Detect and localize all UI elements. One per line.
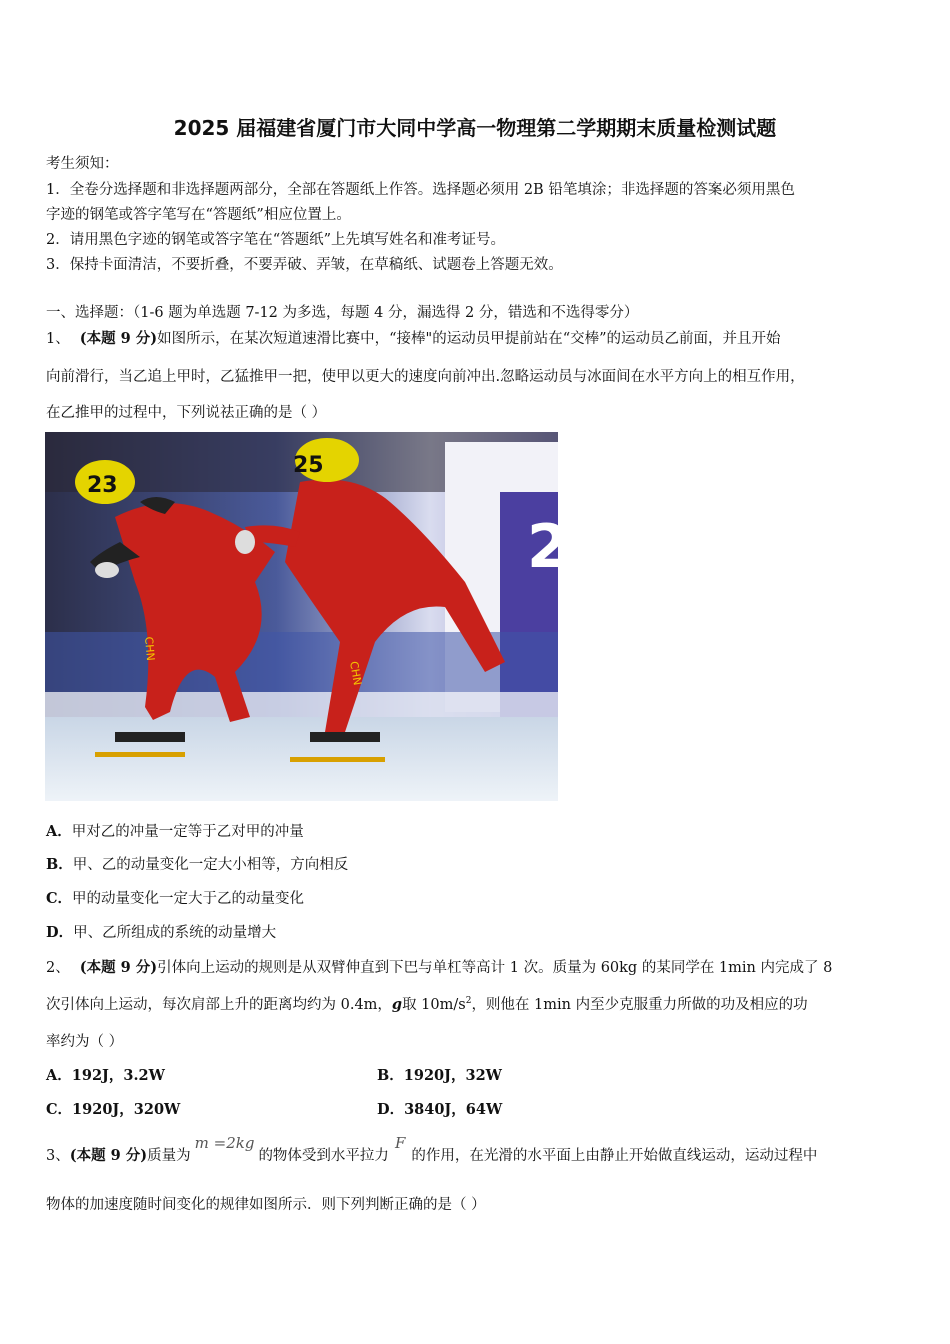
option-key: C．	[46, 890, 73, 907]
question-score: (本题 9 分)	[79, 330, 158, 347]
suit-text: CHN	[142, 636, 158, 662]
option-text: 甲、乙所组成的系统的动量增大	[73, 925, 277, 941]
question-text: 引体向上运动的规则是从双臂伸直到下巴与单杠等高计 1 次。质量为 60kg 的某同学在 1min 内完成了 8	[157, 960, 833, 976]
option-key: D．	[46, 924, 74, 941]
suit-text: CHN	[347, 660, 365, 687]
option-key: C．	[46, 1101, 73, 1118]
question-3-line	[46, 1132, 817, 1166]
option-key: A．	[46, 1067, 72, 1084]
option-c	[46, 887, 304, 908]
option-b	[377, 1064, 502, 1085]
gravity-symbol: g	[391, 996, 403, 1013]
page-title: 2025 届福建省厦门市大同中学高一物理第二学期期末质量检测试题	[173, 116, 777, 140]
option-key: D．	[377, 1101, 405, 1118]
banner-number: 2	[527, 512, 569, 582]
speed-skating-photo	[45, 432, 569, 801]
notice-item: 字迹的钢笔或答字笔写在“答题纸”相应位置上。	[46, 207, 351, 223]
option-key: B．	[377, 1067, 404, 1084]
option-text: 1920J，32W	[403, 1067, 502, 1084]
mass-formula: m =2kg	[194, 1134, 255, 1152]
question-number: 3、	[46, 1148, 70, 1164]
question-1-line: 向前滑行，当乙追上甲时，乙猛推甲一把，使甲以更大的速度向前冲出.忽略运动员与冰面间在水平方向上的相互作用，	[46, 369, 805, 385]
question-2-line	[46, 956, 832, 977]
option-text: 1920J，320W	[72, 1101, 181, 1118]
option-text: 192J，3.2W	[71, 1067, 165, 1084]
option-key: A．	[46, 823, 72, 840]
question-text: 次引体向上运动，每次肩部上升的距离均约为 0.4m，	[46, 997, 392, 1013]
helmet-number: 23	[87, 473, 118, 498]
option-d	[377, 1098, 502, 1119]
question-1-line: 在乙推甲的过程中，下列说祛正确的是（ ）	[46, 405, 327, 421]
option-key: B．	[46, 856, 73, 873]
question-2-line	[46, 993, 808, 1014]
question-3-line: 物体的加速度随时间变化的规律如图所示．则下列判断正确的是（ ）	[46, 1197, 486, 1213]
option-b	[46, 853, 348, 874]
notice-heading: 考生须知：	[46, 156, 119, 172]
option-d	[46, 921, 276, 942]
notice-item: 1．全卷分选择题和非选择题两部分，全部在答题纸上作答。选择题必须用 2B 铅笔填涂；非选择题的答案必须用黑色	[46, 182, 795, 198]
question-1-line	[46, 327, 781, 348]
option-text: 甲的动量变化一定大于乙的动量变化	[72, 891, 305, 907]
option-a	[46, 820, 304, 841]
question-score: (本题 9 分)	[79, 959, 158, 976]
notice-item: 3．保持卡面清洁，不要折叠，不要弄破、弄皱，在草稿纸、试题卷上答题无效。	[46, 257, 563, 273]
question-number: 1、	[46, 331, 70, 347]
option-text: 甲、乙的动量变化一定大小相等，方向相反	[72, 857, 349, 873]
question-text: 如图所示，在某次短道速滑比赛中，“接棒"的运动员甲提前站在“交棒”的运动员乙前面，并且开始	[157, 331, 781, 347]
helmet-number: 25	[293, 453, 324, 478]
notice-item: 2．请用黑色字迹的钢笔或答字笔在“答题纸”上先填写姓名和准考证号。	[46, 232, 506, 248]
option-text: 甲对乙的冲量一定等于乙对甲的冲量	[71, 824, 304, 840]
question-text: 的作用，在光滑的水平面上由静止开始做直线运动，运动过程中	[411, 1148, 818, 1164]
question-text: 的物体受到水平拉力	[258, 1148, 389, 1164]
superscript: 2	[465, 996, 472, 1007]
question-text: ，则他在 1min 内至少克服重力所做的功及相应的功	[471, 997, 808, 1013]
question-text: 取 10m/s	[402, 997, 466, 1013]
question-text: 质量为	[147, 1148, 191, 1164]
question-number: 2、	[46, 960, 70, 976]
option-text: 3840J，64W	[404, 1101, 503, 1118]
option-c	[46, 1098, 180, 1119]
section-heading: 一、选择题：（1-6 题为单选题 7-12 为多选，每题 4 分，漏选得 2 分，错选和不选得零分）	[46, 305, 639, 321]
option-a	[46, 1064, 165, 1085]
question-score: (本题 9 分)	[69, 1147, 148, 1164]
question-2-line: 率约为（ ）	[46, 1034, 124, 1050]
force-symbol: F	[394, 1134, 406, 1152]
